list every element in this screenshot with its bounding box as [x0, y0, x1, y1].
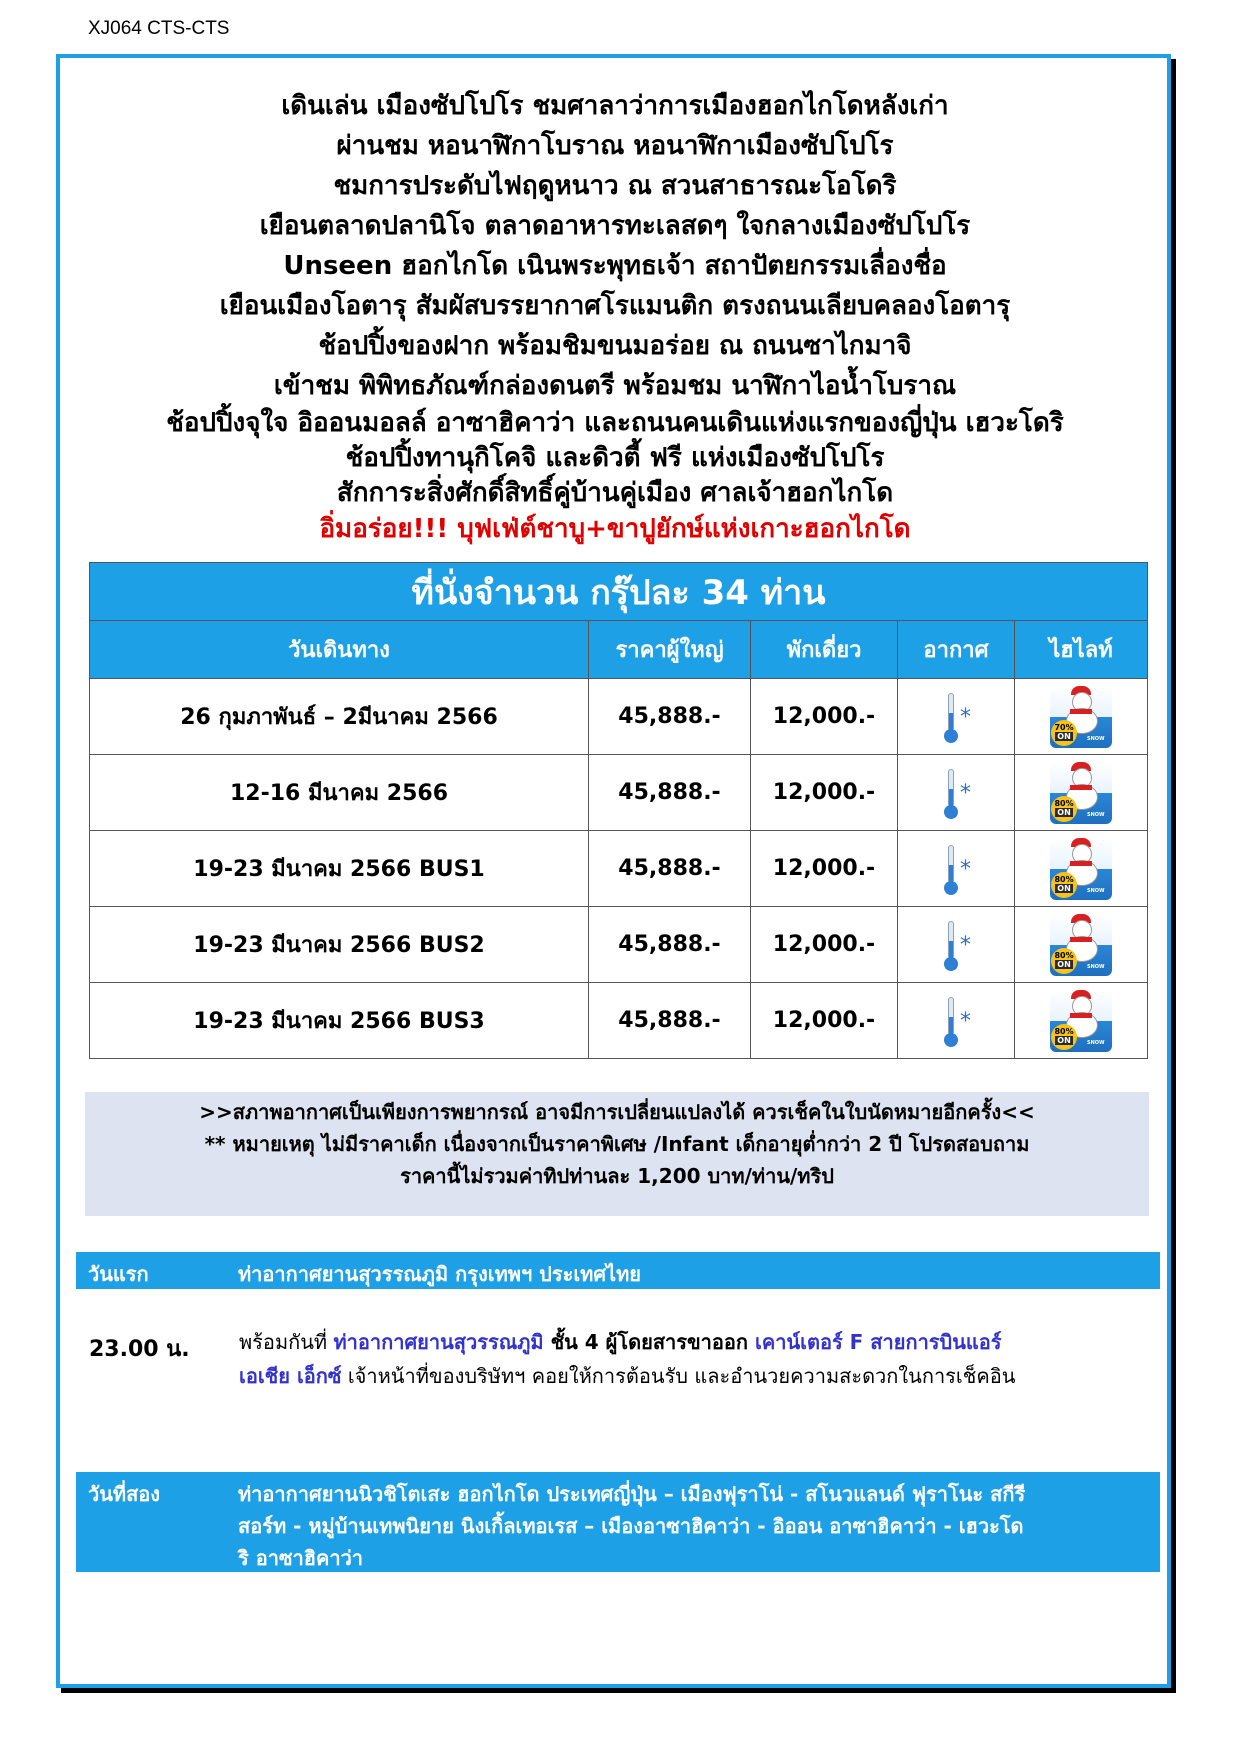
column-header-date: วันเดินทาง	[90, 621, 589, 679]
desc-text: พร้อมกันที่	[239, 1330, 334, 1354]
badge-on: ON	[1055, 1036, 1073, 1045]
column-header-single: พักเดี่ยว	[751, 621, 898, 679]
day1-label: วันแรก	[88, 1262, 149, 1286]
row-weather	[898, 907, 1015, 983]
badge-snow-text: SNOW	[1087, 735, 1105, 742]
departure-table	[89, 562, 1148, 1059]
badge-on: ON	[1055, 960, 1073, 969]
column-header-highlight: ไฮไลท์	[1015, 621, 1148, 679]
table-row	[90, 755, 1148, 831]
badge-snow-text: SNOW	[1087, 887, 1105, 894]
tour-headline	[60, 86, 1170, 547]
badge-on: ON	[1055, 808, 1073, 817]
row-single: 12,000.-	[751, 907, 898, 983]
column-header-weather: อากาศ	[898, 621, 1015, 679]
headline-line: ช้อปปิ้งทานุกิโคจิ และดิวตี้ ฟรี แห่งเมืองซัปโปโร	[345, 443, 885, 473]
desc-floor: ชั้น 4 ผู้โดยสารขาออก	[543, 1330, 756, 1354]
snowman-snow-badge-icon	[1050, 990, 1112, 1052]
document-code: XJ064 CTS-CTS	[88, 18, 230, 39]
thermometer-snowflake-icon: *	[936, 689, 976, 745]
row-highlight	[1015, 907, 1148, 983]
headline-highlight: อิ่มอร่อย!!! บุฟเฟ่ต์ชาบู+ขาปูยักษ์แห่งเกาะฮอกไกโด	[319, 514, 911, 544]
badge-snow-text: SNOW	[1087, 963, 1105, 970]
row-weather	[898, 831, 1015, 907]
thermometer-snowflake-icon: *	[936, 993, 976, 1049]
thermometer-snowflake-icon: *	[936, 765, 976, 821]
row-highlight	[1015, 755, 1148, 831]
headline-line: เยือนตลาดปลานิโจ ตลาดอาหารทะเลสดๆ ใจกลางเมืองซัปโปโร	[259, 211, 971, 241]
headline-line: ผ่านชม หอนาฬิกาโบราณ หอนาฬิกาเมืองซัปโปโร	[336, 131, 894, 161]
row-weather	[898, 679, 1015, 755]
table-row	[90, 831, 1148, 907]
day2-title	[238, 1478, 1154, 1574]
row-date: 19-23 มีนาคม 2566 BUS1	[90, 831, 589, 907]
day2-title-line: ริ อาซาฮิคาว่า	[238, 1546, 364, 1570]
day2-title-line: สอร์ท - หมู่บ้านเทพนิยาย นิงเกิ้ลเทอเรส – เมืองอาซาฮิคาว่า - อิออน อาซาฮิคาว่า - เฮวะโด	[238, 1514, 1024, 1538]
column-header-price: ราคาผู้ใหญ่	[589, 621, 751, 679]
day1-header	[76, 1252, 1160, 1289]
row-highlight	[1015, 831, 1148, 907]
note-line: >>สภาพอากาศเป็นเพียงการพยากรณ์ อาจมีการเปลี่ยนแปลงได้ ควรเช็คในใบนัดหมายอีกครั้ง<<	[199, 1100, 1035, 1124]
row-weather	[898, 755, 1015, 831]
airline-name: เอเชีย เอ็กซ์	[239, 1364, 342, 1388]
row-date: 12-16 มีนาคม 2566	[90, 755, 589, 831]
snowman-snow-badge-icon	[1050, 838, 1112, 900]
row-price: 45,888.-	[589, 907, 751, 983]
row-single: 12,000.-	[751, 755, 898, 831]
row-price: 45,888.-	[589, 679, 751, 755]
row-highlight	[1015, 679, 1148, 755]
headline-line: ช้อปปิ้งจุใจ อิออนมอลล์ อาซาฮิคาว่า และถนนคนเดินแห่งแรกของญี่ปุ่น เฮวะโดริ	[166, 408, 1064, 438]
row-single: 12,000.-	[751, 983, 898, 1059]
desc-text: เจ้าหน้าที่ของบริษัทฯ คอยให้การต้อนรับ และอำนวยความสะดวกในการเช็คอิน	[341, 1364, 1016, 1388]
counter-info: เคาน์เตอร์ F สายการบินแอร์	[755, 1330, 1002, 1354]
headline-line: Unseen ฮอกไกโด เนินพระพุทธเจ้า สถาปัตยกรรมเลื่องชื่อ	[283, 251, 947, 281]
headline-line: สักการะสิ่งศักดิ์สิทธิ์คู่บ้านคู่เมือง ศาลเจ้าฮอกไกโด	[336, 478, 894, 508]
badge-percent: 80%	[1054, 950, 1074, 960]
notes-box	[85, 1092, 1149, 1216]
badge-percent: 70%	[1054, 722, 1074, 732]
row-price: 45,888.-	[589, 983, 751, 1059]
snowman-snow-badge-icon	[1050, 762, 1112, 824]
row-date: 19-23 มีนาคม 2566 BUS2	[90, 907, 589, 983]
table-row	[90, 983, 1148, 1059]
row-highlight	[1015, 983, 1148, 1059]
badge-snow-text: SNOW	[1087, 811, 1105, 818]
headline-line: ช้อปปิ้งของฝาก พร้อมชิมขนมอร่อย ณ ถนนซาไกมาจิ	[318, 331, 912, 361]
badge-percent: 80%	[1054, 1026, 1074, 1036]
row-single: 12,000.-	[751, 831, 898, 907]
snowman-snow-badge-icon	[1050, 686, 1112, 748]
table-row	[90, 679, 1148, 755]
schedule-description	[239, 1325, 1139, 1393]
row-date: 26 กุมภาพันธ์ – 2มีนาคม 2566	[90, 679, 589, 755]
note-line: ราคานี้ไม่รวมค่าทิปท่านละ 1,200 บาท/ท่าน/ทริป	[400, 1164, 834, 1188]
day2-header	[76, 1472, 1160, 1572]
thermometer-snowflake-icon: *	[936, 841, 976, 897]
badge-on: ON	[1055, 884, 1073, 893]
row-price: 45,888.-	[589, 755, 751, 831]
headline-line: เดินเล่น เมืองซัปโปโร ชมศาลาว่าการเมืองฮอกไกโดหลังเก่า	[281, 91, 949, 121]
note-line: ** หมายเหตุ ไม่มีราคาเด็ก เนื่องจากเป็นราคาพิเศษ /Infant เด็กอายุต่ำกว่า 2 ปี โปรดสอบถาม	[204, 1132, 1030, 1156]
badge-percent: 80%	[1054, 874, 1074, 884]
headline-line: เยือนเมืองโอตารุ สัมผัสบรรยากาศโรแมนติก ตรงถนนเลียบคลองโอตารุ	[219, 291, 1011, 321]
snowman-snow-badge-icon	[1050, 914, 1112, 976]
badge-on: ON	[1055, 732, 1073, 741]
row-weather	[898, 983, 1015, 1059]
airport-name: ท่าอากาศยานสุวรรณภูมิ	[333, 1330, 544, 1354]
row-date: 19-23 มีนาคม 2566 BUS3	[90, 983, 589, 1059]
thermometer-snowflake-icon: *	[936, 917, 976, 973]
badge-percent: 80%	[1054, 798, 1074, 808]
schedule-time: 23.00 น.	[89, 1337, 190, 1362]
headline-line: เข้าชม พิพิทธภัณฑ์กล่องดนตรี พร้อมชม นาฬิกาไอน้ำโบราณ	[273, 371, 957, 401]
day1-title: ท่าอากาศยานสุวรรณภูมิ กรุงเทพฯ ประเทศไทย	[238, 1262, 641, 1286]
row-single: 12,000.-	[751, 679, 898, 755]
day2-label: วันที่สอง	[88, 1482, 161, 1506]
table-caption: ที่นั่งจำนวน กรุ๊ปละ 34 ท่าน	[90, 563, 1148, 621]
badge-snow-text: SNOW	[1087, 1039, 1105, 1046]
table-row	[90, 907, 1148, 983]
day2-title-line: ท่าอากาศยานนิวชิโตเสะ ฮอกไกโด ประเทศญี่ปุ่น – เมืองฟุราโน่ - สโนวแลนด์ ฟุราโนะ สกีรี	[238, 1482, 1026, 1506]
row-price: 45,888.-	[589, 831, 751, 907]
headline-line: ชมการประดับไฟฤดูหนาว ณ สวนสาธารณะโอโดริ	[333, 171, 897, 201]
